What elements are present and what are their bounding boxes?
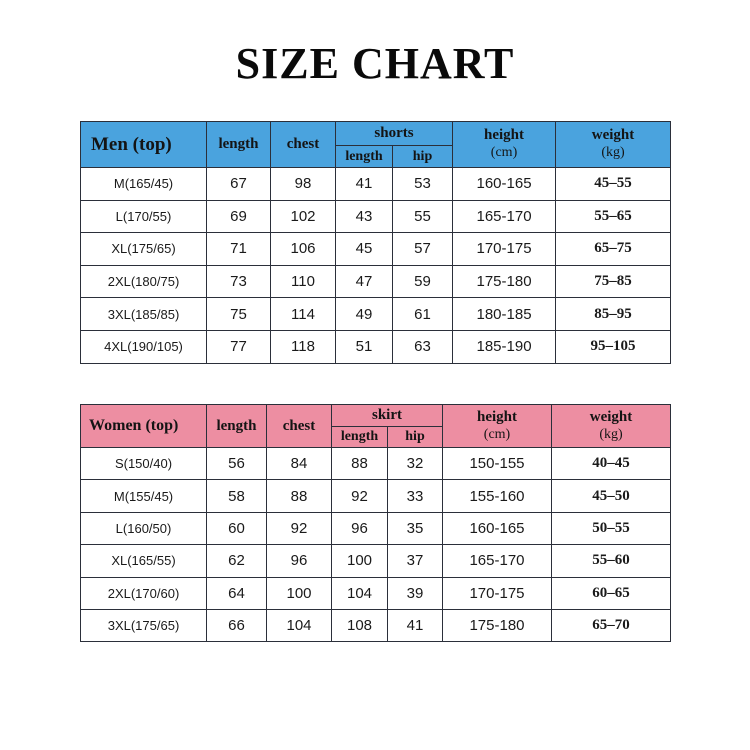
women-skirt-length-header: length bbox=[332, 427, 388, 448]
table-row bbox=[81, 512, 671, 544]
women-size-table bbox=[80, 404, 671, 642]
hip-cell: 61 bbox=[393, 298, 453, 331]
women-weight-unit: (kg) bbox=[599, 426, 623, 442]
weight-cell: 40–45 bbox=[552, 448, 671, 480]
skirt-length-cell: 88 bbox=[332, 448, 388, 480]
length-cell: 67 bbox=[207, 168, 271, 201]
chest-cell: 102 bbox=[271, 200, 336, 233]
hip-cell: 53 bbox=[393, 168, 453, 201]
women-table-label: Women (top) bbox=[81, 405, 207, 448]
women-length-header: length bbox=[207, 405, 267, 448]
skirt-length-cell: 104 bbox=[332, 577, 388, 609]
size-cell: 3XL(185/85) bbox=[81, 298, 207, 331]
length-cell: 69 bbox=[207, 200, 271, 233]
men-height-header bbox=[453, 122, 556, 168]
men-header-row bbox=[81, 122, 671, 146]
size-cell: XL(165/55) bbox=[81, 545, 207, 577]
weight-cell: 85–95 bbox=[556, 298, 671, 331]
hip-cell: 35 bbox=[388, 512, 443, 544]
weight-cell: 75–85 bbox=[556, 265, 671, 298]
size-cell: 3XL(175/65) bbox=[81, 609, 207, 641]
men-shorts-header: shorts bbox=[336, 122, 453, 146]
weight-cell: 45–50 bbox=[552, 480, 671, 512]
chest-cell: 106 bbox=[271, 233, 336, 266]
shorts-length-cell: 45 bbox=[336, 233, 393, 266]
chest-cell: 92 bbox=[267, 512, 332, 544]
size-cell: 2XL(170/60) bbox=[81, 577, 207, 609]
size-cell: S(150/40) bbox=[81, 448, 207, 480]
men-size-table bbox=[80, 121, 671, 364]
skirt-length-cell: 108 bbox=[332, 609, 388, 641]
table-row bbox=[81, 609, 671, 641]
length-cell: 71 bbox=[207, 233, 271, 266]
chest-cell: 110 bbox=[271, 265, 336, 298]
hip-cell: 33 bbox=[388, 480, 443, 512]
table-row bbox=[81, 448, 671, 480]
hip-cell: 59 bbox=[393, 265, 453, 298]
size-cell: L(170/55) bbox=[81, 200, 207, 233]
men-height-label: height bbox=[484, 127, 525, 143]
size-cell: M(155/45) bbox=[81, 480, 207, 512]
height-cell: 160-165 bbox=[453, 168, 556, 201]
women-weight-header bbox=[552, 405, 671, 448]
length-cell: 64 bbox=[207, 577, 267, 609]
skirt-length-cell: 96 bbox=[332, 512, 388, 544]
size-cell: XL(175/65) bbox=[81, 233, 207, 266]
shorts-length-cell: 41 bbox=[336, 168, 393, 201]
weight-cell: 65–75 bbox=[556, 233, 671, 266]
men-shorts-hip-header: hip bbox=[393, 146, 453, 168]
women-chest-header: chest bbox=[267, 405, 332, 448]
table-row bbox=[81, 545, 671, 577]
size-cell: 4XL(190/105) bbox=[81, 330, 207, 363]
chest-cell: 118 bbox=[271, 330, 336, 363]
table-row bbox=[81, 330, 671, 363]
height-cell: 150-155 bbox=[443, 448, 552, 480]
chest-cell: 104 bbox=[267, 609, 332, 641]
size-cell: M(165/45) bbox=[81, 168, 207, 201]
chest-cell: 114 bbox=[271, 298, 336, 331]
height-cell: 175-180 bbox=[453, 265, 556, 298]
length-cell: 75 bbox=[207, 298, 271, 331]
size-cell: L(160/50) bbox=[81, 512, 207, 544]
women-skirt-header: skirt bbox=[332, 405, 443, 427]
height-cell: 165-170 bbox=[443, 545, 552, 577]
page-title: SIZE CHART bbox=[235, 39, 515, 88]
height-cell: 170-175 bbox=[453, 233, 556, 266]
shorts-length-cell: 47 bbox=[336, 265, 393, 298]
shorts-length-cell: 43 bbox=[336, 200, 393, 233]
hip-cell: 32 bbox=[388, 448, 443, 480]
hip-cell: 39 bbox=[388, 577, 443, 609]
men-height-unit: (cm) bbox=[490, 145, 518, 160]
height-cell: 160-165 bbox=[443, 512, 552, 544]
women-header-row bbox=[81, 405, 671, 427]
chest-cell: 100 bbox=[267, 577, 332, 609]
men-table-label: Men (top) bbox=[81, 122, 207, 168]
hip-cell: 37 bbox=[388, 545, 443, 577]
men-shorts-length-header: length bbox=[336, 146, 393, 168]
shorts-length-cell: 49 bbox=[336, 298, 393, 331]
hip-cell: 55 bbox=[393, 200, 453, 233]
women-height-label: height bbox=[476, 408, 517, 425]
chest-cell: 96 bbox=[267, 545, 332, 577]
shorts-length-cell: 51 bbox=[336, 330, 393, 363]
table-row bbox=[81, 265, 671, 298]
weight-cell: 55–60 bbox=[552, 545, 671, 577]
length-cell: 66 bbox=[207, 609, 267, 641]
height-cell: 165-170 bbox=[453, 200, 556, 233]
height-cell: 175-180 bbox=[443, 609, 552, 641]
hip-cell: 57 bbox=[393, 233, 453, 266]
men-weight-unit: (kg) bbox=[601, 145, 625, 160]
table-row bbox=[81, 233, 671, 266]
hip-cell: 41 bbox=[388, 609, 443, 641]
women-height-header bbox=[443, 405, 552, 448]
chest-cell: 88 bbox=[267, 480, 332, 512]
chest-cell: 98 bbox=[271, 168, 336, 201]
height-cell: 180-185 bbox=[453, 298, 556, 331]
table-row bbox=[81, 480, 671, 512]
length-cell: 56 bbox=[207, 448, 267, 480]
size-cell: 2XL(180/75) bbox=[81, 265, 207, 298]
height-cell: 185-190 bbox=[453, 330, 556, 363]
men-weight-header bbox=[556, 122, 671, 168]
women-weight-label: weight bbox=[589, 408, 633, 425]
women-skirt-hip-header: hip bbox=[388, 427, 443, 448]
table-row bbox=[81, 168, 671, 201]
weight-cell: 65–70 bbox=[552, 609, 671, 641]
men-weight-label: weight bbox=[591, 127, 635, 143]
hip-cell: 63 bbox=[393, 330, 453, 363]
height-cell: 170-175 bbox=[443, 577, 552, 609]
chest-cell: 84 bbox=[267, 448, 332, 480]
skirt-length-cell: 100 bbox=[332, 545, 388, 577]
length-cell: 77 bbox=[207, 330, 271, 363]
men-length-header: length bbox=[207, 122, 271, 168]
men-chest-header: chest bbox=[271, 122, 336, 168]
weight-cell: 60–65 bbox=[552, 577, 671, 609]
table-row bbox=[81, 200, 671, 233]
length-cell: 73 bbox=[207, 265, 271, 298]
length-cell: 62 bbox=[207, 545, 267, 577]
weight-cell: 95–105 bbox=[556, 330, 671, 363]
height-cell: 155-160 bbox=[443, 480, 552, 512]
length-cell: 60 bbox=[207, 512, 267, 544]
weight-cell: 55–65 bbox=[556, 200, 671, 233]
table-row bbox=[81, 298, 671, 331]
length-cell: 58 bbox=[207, 480, 267, 512]
skirt-length-cell: 92 bbox=[332, 480, 388, 512]
women-height-unit: (cm) bbox=[483, 426, 511, 442]
weight-cell: 45–55 bbox=[556, 168, 671, 201]
weight-cell: 50–55 bbox=[552, 512, 671, 544]
table-row bbox=[81, 577, 671, 609]
